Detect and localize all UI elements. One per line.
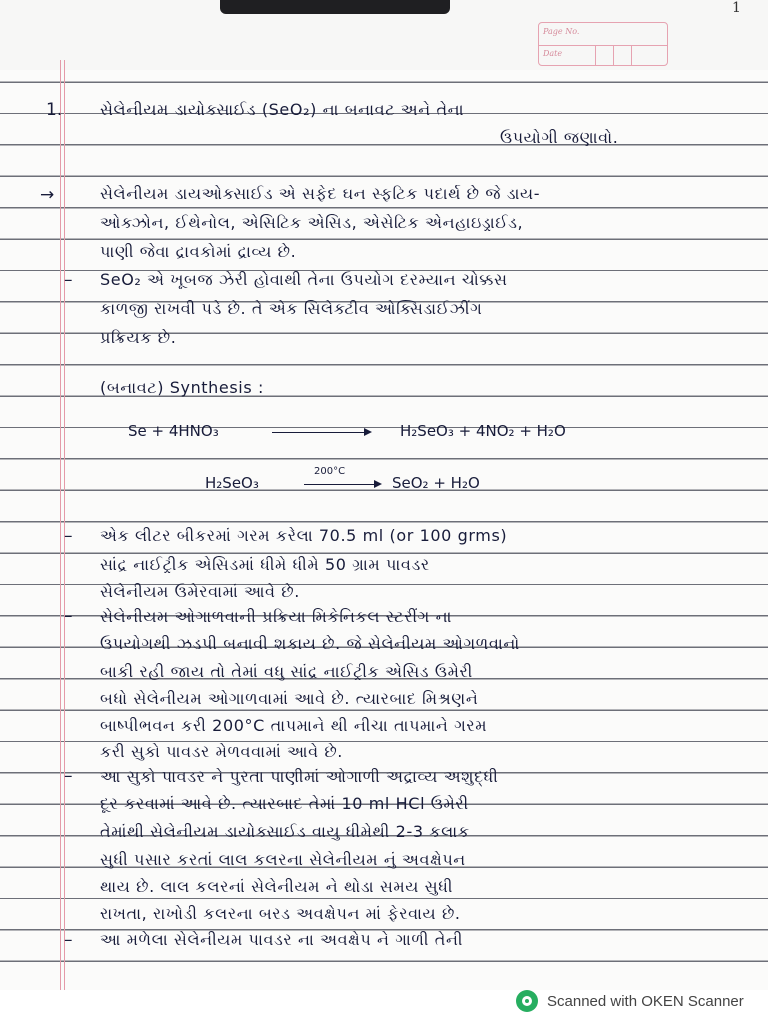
paragraph-1-line-2: ઓક્ઝોન, ઈથેનોલ, એસિટિક એસિડ, એસેટિક એનહાઇડ્રાઈડ, <box>100 213 524 232</box>
date-cell-divider <box>613 45 614 65</box>
synthesis-heading: (બનાવટ) Synthesis : <box>100 378 264 397</box>
date-row <box>539 45 667 67</box>
paragraph-4-line-2: ઉપયોગથી ઝડપી બનાવી શકાય છે. જે સેલેનીયમ ઓગળવાનો <box>100 634 520 653</box>
reaction-arrow-icon <box>364 428 372 436</box>
paragraph-6-line-1: આ મળેલા સેલેનીયમ પાવડર ના અવક્ષેપ ને ગાળી તેની <box>100 930 464 949</box>
scanner-watermark <box>516 988 744 1014</box>
question-line-1: સેલેનીયમ ડાયોક્સાઈડ (SeO₂) ના બનાવટ અને તેના <box>100 100 465 119</box>
corner-page-mark: 1 <box>732 0 741 16</box>
paragraph-3-line-1: એક લીટર બીકરમાં ગરમ કરેલા 70.5 ml (or 100 grms) <box>100 526 508 545</box>
paragraph-1-line-1: સેલેનીયમ ડાયઓક્સાઈડ એ સફેદ ઘન સ્ફટિક પદાર્થ છે જે ડાય- <box>100 184 541 203</box>
paragraph-5-line-6: રાખતા, રાખોડી કલરના બરડ અવક્ષેપન માં ફેરવાય છે. <box>100 904 461 923</box>
paragraph-4-line-5: બાષ્પીભવન કરી 200°C તાપમાને થી નીચા તાપમાને ગરમ <box>100 716 488 735</box>
paragraph-4-line-6: કરી સુકો પાવડર મેળવવામાં આવે છે. <box>100 742 343 761</box>
paragraph-2-line-2: કાળજી રાખવી પડે છે. તે એક સિલેક્ટીવ ઓક્સિડાઈઝીંગ <box>100 299 483 318</box>
paragraph-4-line-4: બધો સેલેનીયમ ઓગાળવામાં આવે છે. ત્યારબાદ મિશ્રણને <box>100 689 479 708</box>
date-cell-divider <box>631 45 632 65</box>
question-line-2: ઉપયોગી જણાવો. <box>500 128 619 147</box>
reaction-arrow-shaft <box>304 484 374 485</box>
equation-2-products: SeO₂ + H₂O <box>392 474 480 492</box>
paragraph-2-line-1: SeO₂ એ ખૂબજ ઝેરી હોવાથી તેના ઉપયોગ દરમ્યાન ચોક્કસ <box>100 270 508 289</box>
page-number-date-box <box>538 22 668 66</box>
margin-line-left <box>60 60 61 990</box>
logo-ring <box>522 996 532 1006</box>
paragraph-5-line-2: દૂર કરવામાં આવે છે. ત્યારબાદ તેમાં 10 ml HCl ઉમેરી <box>100 794 469 813</box>
arrow-bullet: → <box>40 185 55 205</box>
reaction-arrow-shaft <box>272 432 364 433</box>
reaction-arrow-icon <box>374 480 382 488</box>
paragraph-5-line-1: આ સુકો પાવડર ને પુરતા પાણીમાં ઓગાળી અદ્રાવ્ય અશુદ્ધી <box>100 767 499 786</box>
date-label: Date <box>543 49 563 58</box>
equation-2-reactant: H₂SeO₃ <box>205 474 259 492</box>
dash-bullet: – <box>64 270 73 290</box>
margin-line-right <box>64 60 65 990</box>
paragraph-5-line-5: થાય છે. લાલ કલરનાં સેલેનીયમ ને થોડા સમય સુધી <box>100 877 453 896</box>
question-number: 1. <box>46 100 63 120</box>
equation-1-products: H₂SeO₃ + 4NO₂ + H₂O <box>400 422 566 440</box>
equation-1-reactants: Se + 4HNO₃ <box>128 422 219 440</box>
paragraph-1-line-3: પાણી જેવા દ્રાવકોમાં દ્રાવ્ય છે. <box>100 242 297 261</box>
dash-bullet: – <box>64 606 73 626</box>
paragraph-3-line-2: સાંદ્ર નાઈટ્રીક એસિડમાં ધીમે ધીમે 50 ગ્રામ પાવડર <box>100 555 430 574</box>
paragraph-4-line-3: બાકી રહી જાય તો તેમાં વધુ સાંદ્ર નાઈટ્રીક એસિડ ઉમેરી <box>100 662 473 681</box>
date-cell-divider <box>595 45 596 65</box>
binding-tape <box>220 0 450 14</box>
paragraph-5-line-4: સુધી પસાર કરતાં લાલ કલરના સેલેનીયમ નું અવક્ષેપન <box>100 850 466 869</box>
paragraph-3-line-3: સેલેનીયમ ઉમેરવામાં આવે છે. <box>100 582 300 601</box>
page-no-label: Page No. <box>543 27 580 36</box>
dash-bullet: – <box>64 766 73 786</box>
paragraph-4-line-1: સેલેનીયમ ઓગાળવાની પ્રક્રિયા મિકેનિકલ સ્ટરીંગ ના <box>100 607 453 626</box>
reaction-temperature: 200°C <box>314 466 346 477</box>
paragraph-5-line-3: તેમાંથી સેલેનીયમ ડાયોક્સાઈડ વાયુ ધીમેથી 2-3 કલાક <box>100 822 470 841</box>
dash-bullet: – <box>64 930 73 950</box>
dash-bullet: – <box>64 526 73 546</box>
paragraph-2-line-3: પ્રક્રિયક છે. <box>100 328 177 347</box>
oken-scanner-logo-icon <box>516 990 538 1012</box>
scanner-text: Scanned with OKEN Scanner <box>547 992 744 1010</box>
page-no-row <box>539 23 667 46</box>
